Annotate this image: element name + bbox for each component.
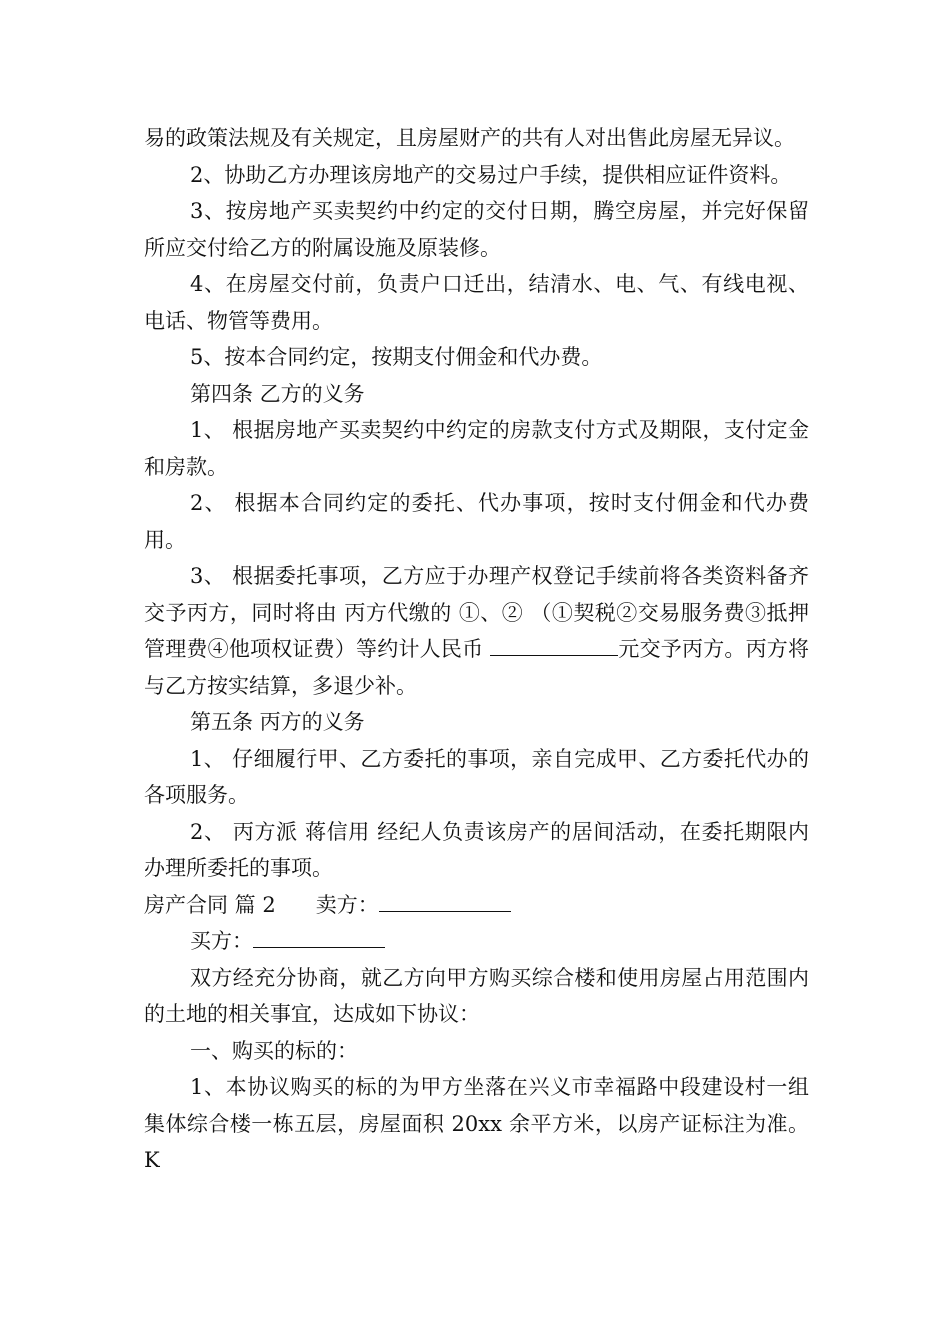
article-4-title: 第四条 乙方的义务 bbox=[190, 381, 365, 406]
paragraph-agent-duty-1: 1、 仔细履行甲、乙方委托的事项，亲自完成甲、乙方委托代办的各项服务。 bbox=[144, 746, 809, 807]
document-body bbox=[144, 120, 809, 1179]
article-5-title: 第五条 丙方的义务 bbox=[190, 710, 365, 734]
buyer-blank-field bbox=[253, 927, 385, 948]
seller-label: 卖方： bbox=[315, 892, 379, 917]
buyer-duty-3-text-before-blank: 3、 根据委托事项，乙方应于办理产权登记手续前将各类资料备齐交予丙方，同时将由 丙方代缴的 ①、② （①契税②交易服务费③抵押管理费④他项权证费）等约计人民币 bbox=[144, 564, 809, 661]
contract-2-intro: 双方经充分协商，就乙方向甲方购买综合楼和使用房屋占用范围内的土地的相关事宜，达成如下协议： bbox=[144, 965, 809, 1026]
buyer-label: 买方： bbox=[190, 929, 253, 953]
seller-blank-field bbox=[379, 891, 511, 912]
contract-2-section-1-title: 一、购买的标的： bbox=[190, 1038, 358, 1063]
paragraph-seller-policy-continuation: 易的政策法规及有关规定，且房屋财产的共有人对出售此房屋无异议。 bbox=[144, 126, 795, 150]
contract-2-item-1: 1、本协议购买的标的为甲方坐落在兴义市幸福路中段建设村一组集体综合楼一栋五层，房屋面积 20xx 余平方米，以房产证标注为准。K bbox=[144, 1075, 809, 1172]
contract-2-title: 房产合同 篇 2 bbox=[144, 892, 276, 917]
paragraph-seller-duty-5: 5、按本合同约定，按期支付佣金和代办费。 bbox=[190, 345, 603, 369]
amount-blank-field bbox=[490, 635, 618, 656]
paragraph-agent-duty-2: 2、 丙方派 蒋信用 经纪人负责该房产的居间活动，在委托期限内办理所委托的事项。 bbox=[144, 819, 809, 880]
buyer-duty-3-text-after-blank: 元交予丙方。丙方将与乙方按实结算，多退少补。 bbox=[144, 637, 810, 698]
paragraph-buyer-duty-1: 1、 根据房地产买卖契约中约定的房款支付方式及期限，支付定金和房款。 bbox=[144, 418, 809, 479]
paragraph-seller-duty-3: 3、按房地产买卖契约中约定的交付日期，腾空房屋，并完好保留所应交付给乙方的附属设施及原装修。 bbox=[144, 199, 809, 260]
paragraph-buyer-duty-3 bbox=[144, 558, 809, 704]
paragraph-seller-duty-2: 2、协助乙方办理该房地产的交易过户手续，提供相应证件资料。 bbox=[190, 162, 792, 187]
paragraph-seller-duty-4: 4、在房屋交付前，负责户口迁出，结清水、电、气、有线电视、电话、物管等费用。 bbox=[144, 272, 809, 333]
paragraph-buyer-duty-2: 2、 根据本合同约定的委托、代办事项，按时支付佣金和代办费用。 bbox=[144, 491, 809, 552]
contract-2-heading-line bbox=[144, 887, 809, 924]
buyer-line bbox=[144, 923, 809, 960]
